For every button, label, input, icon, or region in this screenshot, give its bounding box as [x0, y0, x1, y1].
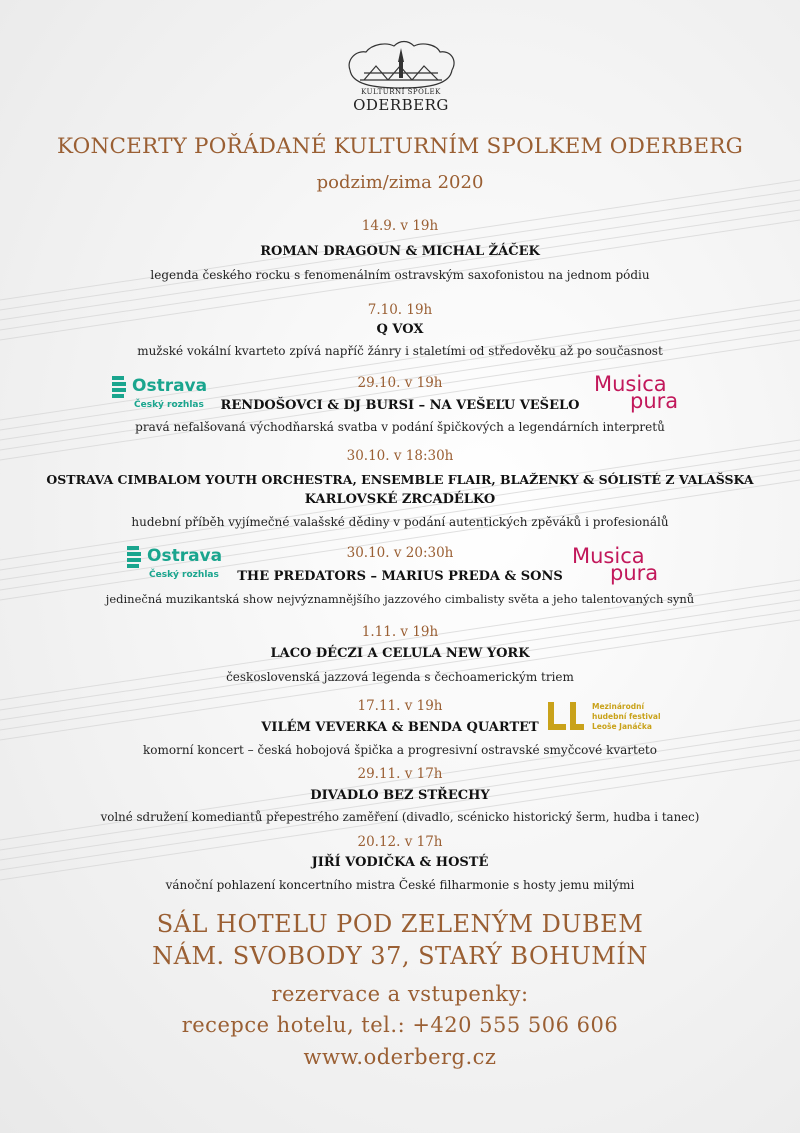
- event-3-title: RENDOŠOVCI & DJ BURSI – NA VEŠEĽU VEŠELO: [220, 398, 580, 413]
- cesky-rozhlas-text: Český rozhlas: [134, 400, 204, 410]
- event-2-description: mužské vokální kvarteto zpívá napříč žánry i staletími od středověku až po současnost: [137, 344, 663, 358]
- event-9-date: 20.12. v 17h: [357, 834, 443, 850]
- event-4-title-line-1: OSTRAVA CIMBALOM YOUTH ORCHESTRA, ENSEMBLE FLAIR, BLAŽENKY & SÓLISTÉ Z VALAŠSKA: [46, 472, 754, 487]
- season-subtitle: podzim/zima 2020: [316, 172, 484, 193]
- venue-name: SÁL HOTELU POD ZELENÝM DUBEM: [156, 910, 644, 938]
- logo-text-main: ODERBERG: [353, 96, 449, 114]
- janacek-mark-icon: [548, 700, 586, 736]
- reservation-phone: recepce hotelu, tel.: +420 555 506 606: [181, 1013, 619, 1037]
- event-5-description: jedinečná muzikantská show nejvýznamnějšího jazzového cimbalisty světa a jeho talentovaných synů: [105, 592, 695, 606]
- ostrava-radio-logo-2: [127, 546, 237, 582]
- event-4-date: 30.10. v 18:30h: [346, 448, 454, 464]
- janacek-festival-text-1: Mezinárodní: [592, 702, 645, 711]
- event-3-date: 29.10. v 19h: [357, 375, 443, 391]
- event-7-title: VILÉM VEVERKA & BENDA QUARTET: [261, 720, 539, 735]
- page-title: KONCERTY POŘÁDANÉ KULTURNÍM SPOLKEM ODERBERG: [56, 134, 743, 159]
- ostrava-radio-logo: [112, 376, 222, 412]
- logo-emblem-icon: [342, 40, 460, 90]
- event-5-date: 30.10. v 20:30h: [346, 545, 454, 561]
- event-1-date: 14.9. v 19h: [361, 218, 439, 234]
- event-8-date: 29.11. v 17h: [357, 766, 443, 782]
- musica-pura-logo: [594, 374, 694, 418]
- event-1-description: legenda českého rocku s fenomenálním ostravským saxofonistou na jednom pódiu: [150, 268, 650, 282]
- event-6-description: československá jazzová legenda s čechoamerickým triem: [226, 670, 574, 684]
- ostrava-logo-text: Ostrava: [147, 546, 223, 566]
- musica-logo-text: Musica: [572, 544, 645, 568]
- website-link[interactable]: www.oderberg.cz: [303, 1045, 497, 1069]
- pura-logo-text: pura: [610, 561, 659, 585]
- ostrava-logo-text: Ostrava: [132, 376, 208, 396]
- event-7-description: komorní koncert – česká hobojová špička a progresivní ostravské smyčcové kvarteto: [143, 743, 657, 757]
- event-2-title: Q VOX: [376, 322, 424, 337]
- reservation-label: rezervace a vstupenky:: [271, 982, 529, 1006]
- event-4-description: hudební příběh vyjímečné valašské dědiny v podání autentických zpěváků i profesionálů: [131, 515, 669, 529]
- event-8-description: volné sdružení komediantů přepestrého zaměření (divadlo, scénicko historický šerm, hudba i tanec): [100, 810, 700, 824]
- ostrava-mark-icon: [112, 376, 128, 398]
- event-4-title-line-2: KARLOVSKÉ ZRCADÉLKO: [304, 492, 496, 507]
- cesky-rozhlas-text: Český rozhlas: [149, 570, 219, 580]
- ostrava-mark-icon: [127, 546, 143, 568]
- pura-logo-text: pura: [630, 389, 679, 413]
- event-7-date: 17.11. v 19h: [357, 698, 443, 714]
- musica-pura-logo-2: [572, 546, 672, 590]
- event-1-title: ROMAN DRAGOUN & MICHAL ŽÁČEK: [260, 244, 540, 259]
- janacek-festival-text-3: Leoše Janáčka: [592, 722, 652, 731]
- event-9-description: vánoční pohlazení koncertního mistra České filharmonie s hosty jemu milými: [165, 878, 635, 892]
- venue-address: NÁM. SVOBODY 37, STARÝ BOHUMÍN: [152, 942, 648, 970]
- event-8-title: DIVADLO BEZ STŘECHY: [310, 788, 490, 803]
- event-6-date: 1.11. v 19h: [361, 624, 439, 640]
- event-6-title: LACO DÉCZI A CELULA NEW YORK: [270, 646, 530, 661]
- event-5-title: THE PREDATORS – MARIUS PREDA & SONS: [237, 569, 563, 584]
- musica-logo-text: Musica: [594, 372, 667, 396]
- event-3-description: pravá nefalšovaná východňarská svatba v podání špičkových a legendárních interpretů: [135, 420, 665, 434]
- janacek-festival-text-2: hudební festival: [592, 712, 661, 721]
- logo-text-top: KULTURNÍ SPOLEK: [361, 88, 441, 96]
- event-9-title: JIŘÍ VODIČKA & HOSTÉ: [311, 855, 489, 870]
- event-2-date: 7.10. 19h: [367, 302, 433, 318]
- oderberg-logo: [342, 40, 460, 116]
- janacek-festival-logo: [548, 700, 678, 740]
